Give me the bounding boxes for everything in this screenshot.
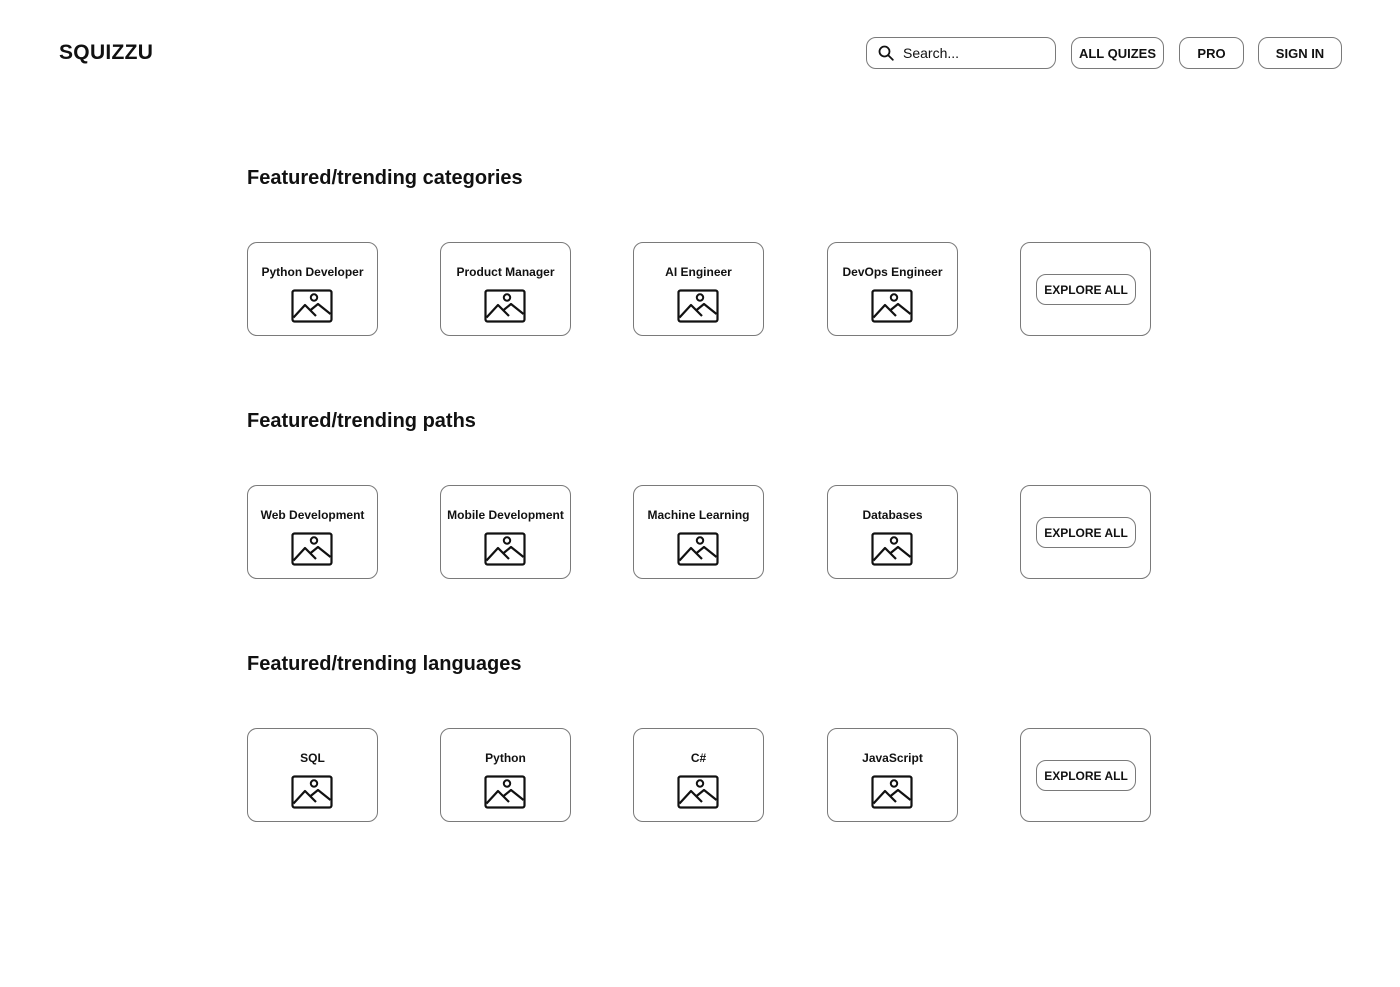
explore-card [1020,485,1151,579]
section-title: Featured/trending languages [247,653,522,675]
image-placeholder-icon [484,775,526,809]
section-title: Featured/trending categories [247,167,523,189]
language-card-sql[interactable] [247,728,378,822]
image-placeholder-icon [677,289,719,323]
section-paths [247,410,1152,582]
explore-card [1020,242,1151,336]
category-card-devops-engineer[interactable] [827,242,958,336]
path-card-web-development[interactable] [247,485,378,579]
explore-all-categories-button[interactable]: EXPLORE ALL [1036,274,1136,305]
image-placeholder-icon [291,532,333,566]
card-label: JavaScript [862,751,923,765]
card-label: SQL [300,751,325,765]
image-placeholder-icon [677,532,719,566]
card-label: Product Manager [456,265,555,279]
card-label: Web Development [260,508,365,522]
path-card-mobile-development[interactable] [440,485,571,579]
logo[interactable]: SQUIZZU [59,41,154,64]
image-placeholder-icon [484,289,526,323]
path-card-machine-learning[interactable] [633,485,764,579]
card-label: Machine Learning [647,508,750,522]
card-label: DevOps Engineer [842,265,943,279]
card-label: Python Developer [261,265,364,279]
card-row [247,485,1152,579]
search-input[interactable] [903,45,1053,61]
image-placeholder-icon [871,289,913,323]
section-languages [247,653,1152,825]
card-label: Databases [862,508,923,522]
card-label: Python [485,751,526,765]
image-placeholder-icon [484,532,526,566]
explore-card [1020,728,1151,822]
explore-all-paths-button[interactable]: EXPLORE ALL [1036,517,1136,548]
all-quizes-button[interactable]: ALL QUIZES [1071,37,1164,69]
image-placeholder-icon [871,532,913,566]
search-icon [878,45,894,61]
image-placeholder-icon [291,289,333,323]
category-card-python-developer[interactable] [247,242,378,336]
explore-all-languages-button[interactable]: EXPLORE ALL [1036,760,1136,791]
section-categories [247,167,1152,339]
section-title: Featured/trending paths [247,410,476,432]
language-card-python[interactable] [440,728,571,822]
search-box[interactable] [866,37,1056,69]
image-placeholder-icon [871,775,913,809]
path-card-databases[interactable] [827,485,958,579]
card-row [247,242,1152,336]
category-card-ai-engineer[interactable] [633,242,764,336]
pro-button[interactable]: PRO [1179,37,1244,69]
image-placeholder-icon [291,775,333,809]
sign-in-button[interactable]: SIGN IN [1258,37,1342,69]
image-placeholder-icon [677,775,719,809]
category-card-product-manager[interactable] [440,242,571,336]
card-row [247,728,1152,822]
card-label: C# [690,751,707,765]
card-label: Mobile Development [447,508,564,522]
language-card-javascript[interactable] [827,728,958,822]
language-card-csharp[interactable] [633,728,764,822]
card-label: AI Engineer [665,265,732,279]
